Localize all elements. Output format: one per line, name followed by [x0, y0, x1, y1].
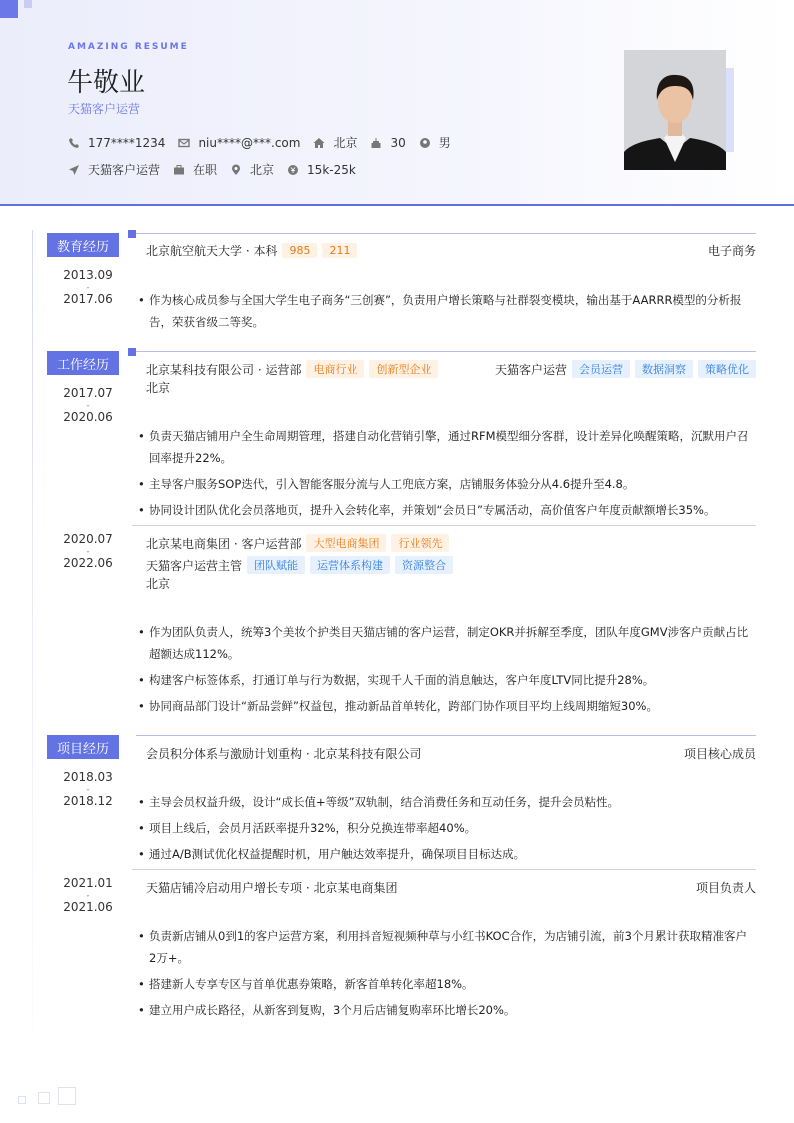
section-marker — [128, 348, 136, 356]
city-text: 北京 — [333, 136, 358, 150]
money-icon — [287, 164, 299, 176]
date-separator: - — [86, 401, 90, 411]
date-end: 2020.06 — [63, 410, 113, 424]
section-marker — [128, 230, 136, 238]
list-item: • 主导客户服务SOP迭代，引入智能客服分流与人工兜底方案，店铺服务体验分从4.6提升至4.8。 — [138, 473, 754, 495]
project-name: 会员积分体系与激励计划重构 · 北京某科技有限公司 — [146, 747, 422, 761]
salary-item — [287, 163, 356, 177]
date-start: 2017.07 — [63, 386, 113, 400]
entry-divider — [132, 525, 756, 526]
section-divider — [136, 735, 756, 736]
date-separator: - — [86, 283, 90, 293]
list-item: • 作为核心成员参与全国大学生电子商务“三创赛”，负责用户增长策略与社群裂变模块，输出基于AARRR模型的分析报告，荣获省级二等奖。 — [138, 289, 754, 333]
date-separator: - — [86, 785, 90, 795]
school-name: 北京航空航天大学 · 本科 — [146, 244, 278, 258]
date-end: 2022.06 — [63, 556, 113, 570]
status-text: 在职 — [193, 163, 218, 177]
intent-position-text: 天猫客户运营 — [88, 163, 161, 177]
date-end: 2018.12 — [63, 794, 113, 808]
corner-decoration — [0, 0, 18, 18]
salary-text: 15k-25k — [307, 162, 356, 177]
corner-decoration-small — [24, 0, 32, 8]
age-text: 30 — [390, 135, 406, 150]
date-separator: - — [86, 891, 90, 901]
school-tag: 985 — [282, 243, 317, 258]
status-item — [173, 161, 217, 178]
role-tag: 运营体系构建 — [310, 556, 390, 574]
date-start: 2013.09 — [63, 268, 113, 282]
company-name: 北京某科技有限公司 · 运营部 — [146, 362, 302, 377]
target-position: 天猫客户运营 — [68, 102, 141, 116]
date-separator: - — [86, 547, 90, 557]
list-item: • 协同设计团队优化会员落地页，提升入会转化率，并策划“会员日”专属活动，高价值客户年度贡献额增长35%。 — [138, 499, 754, 521]
list-item: • 协同商品部门设计“新品尝鲜”权益包，推动新品首单转化，跨部门协作项目平均上线周期缩短30%。 — [138, 695, 754, 717]
list-item: • 作为团队负责人，统筹3个美妆个护类目天猫店铺的客户运营，制定OKR并拆解至季度，团队年度GMV涉客户贡献占比超额达成112%。 — [138, 621, 754, 665]
project-role: 项目负责人 — [695, 881, 756, 895]
role-tag: 数据洞察 — [635, 360, 693, 378]
intent-city-text: 北京 — [250, 163, 275, 177]
email-text: niu****@***.com — [198, 135, 301, 150]
decor-square — [58, 1087, 76, 1105]
contact-row — [68, 134, 464, 151]
role-name: 天猫客户运营主管 — [146, 558, 243, 573]
decor-square — [38, 1092, 50, 1104]
project-header — [146, 879, 756, 896]
major: 电子商务 — [707, 244, 756, 258]
list-item: • 负责新店铺从0到1的客户运营方案，利用抖音短视频种草与小红书KOC合作，为店铺引流，前3个月累计获取精准客户2万+。 — [138, 925, 754, 969]
company-name: 北京某电商集团 · 客户运营部 — [146, 536, 302, 551]
job-intent-row — [68, 161, 369, 178]
company-tag: 电商行业 — [306, 360, 364, 378]
role-tag: 团队赋能 — [247, 556, 305, 574]
section-divider — [136, 351, 756, 352]
list-item: • 通过A/B测试优化权益提醒时机，用户触达效率提升，确保项目目标达成。 — [138, 843, 754, 865]
phone-item — [68, 136, 165, 150]
resume-header — [0, 0, 794, 206]
list-item: • 主导会员权益升级，设计“成长值+等级”双轨制，结合消费任务和互动任务，提升会员粘性。 — [138, 791, 754, 813]
work-city: 北京 — [146, 577, 171, 591]
entry-divider — [132, 869, 756, 870]
list-item: • 构建客户标签体系，打通订单与行为数据，实现千人千面的消息触达，客户年度LTV同比提升28%。 — [138, 669, 754, 691]
list-item: • 搭建新人专享专区与首单优惠券策略，新客首单转化率超18%。 — [138, 973, 754, 995]
mail-icon — [178, 137, 190, 149]
project-header — [146, 745, 756, 762]
date-end: 2021.06 — [63, 900, 113, 914]
briefcase-icon — [173, 164, 185, 176]
company-tag: 行业领先 — [391, 534, 449, 552]
profile-photo — [624, 50, 726, 170]
section-title-projects: 项目经历 — [47, 735, 119, 759]
work-role-line — [146, 556, 756, 574]
intent-city-item — [230, 161, 274, 178]
company-tag: 创新型企业 — [369, 360, 438, 378]
date-start: 2020.07 — [63, 532, 113, 546]
phone-icon — [68, 137, 80, 149]
home-icon — [313, 137, 325, 149]
work-entry-header — [146, 360, 756, 378]
section-title-education: 教育经历 — [47, 233, 119, 257]
role-tag: 会员运营 — [572, 360, 630, 378]
date-end: 2017.06 — [63, 292, 113, 306]
gender-icon — [419, 137, 431, 149]
project-name: 天猫店铺冷启动用户增长专项 · 北京某电商集团 — [146, 881, 398, 895]
candidate-name: 牛敬业 — [67, 68, 146, 98]
section-title-work: 工作经历 — [47, 351, 119, 375]
list-item: • 项目上线后，会员月活跃率提升32%，积分兑换连带率超40%。 — [138, 817, 754, 839]
date-start: 2021.01 — [63, 876, 113, 890]
section-divider — [136, 233, 756, 234]
education-header — [146, 242, 756, 259]
cake-icon — [370, 137, 382, 149]
location-icon — [230, 164, 242, 176]
gender-text: 男 — [438, 136, 451, 150]
school-tag: 211 — [322, 243, 357, 258]
role-tag: 策略优化 — [698, 360, 756, 378]
send-icon — [68, 164, 80, 176]
intent-position-item — [68, 161, 160, 178]
project-role: 项目核心成员 — [683, 747, 756, 761]
phone-text: 177****1234 — [88, 135, 166, 150]
role-name: 天猫客户运营 — [494, 362, 567, 377]
city-item — [313, 134, 357, 151]
work-entry-header — [146, 534, 756, 552]
list-item: • 建立用户成长路径，从新客到复购，3个月后店铺复购率环比增长20%。 — [138, 999, 754, 1021]
resume-tagline: AMAZING RESUME — [68, 42, 189, 52]
date-start: 2018.03 — [63, 770, 113, 784]
list-item: • 负责天猫店铺用户全生命周期管理，搭建自动化营销引擎，通过RFM模型细分客群，设计差异化唤醒策略，沉默用户召回率提升22%。 — [138, 425, 754, 469]
company-tag: 大型电商集团 — [306, 534, 386, 552]
email-item — [178, 136, 300, 150]
sidebar-decor-line — [32, 230, 33, 1070]
work-city: 北京 — [146, 381, 171, 395]
age-item — [370, 136, 405, 150]
decor-square — [18, 1096, 26, 1104]
gender-item — [419, 134, 451, 151]
role-tag: 资源整合 — [395, 556, 453, 574]
